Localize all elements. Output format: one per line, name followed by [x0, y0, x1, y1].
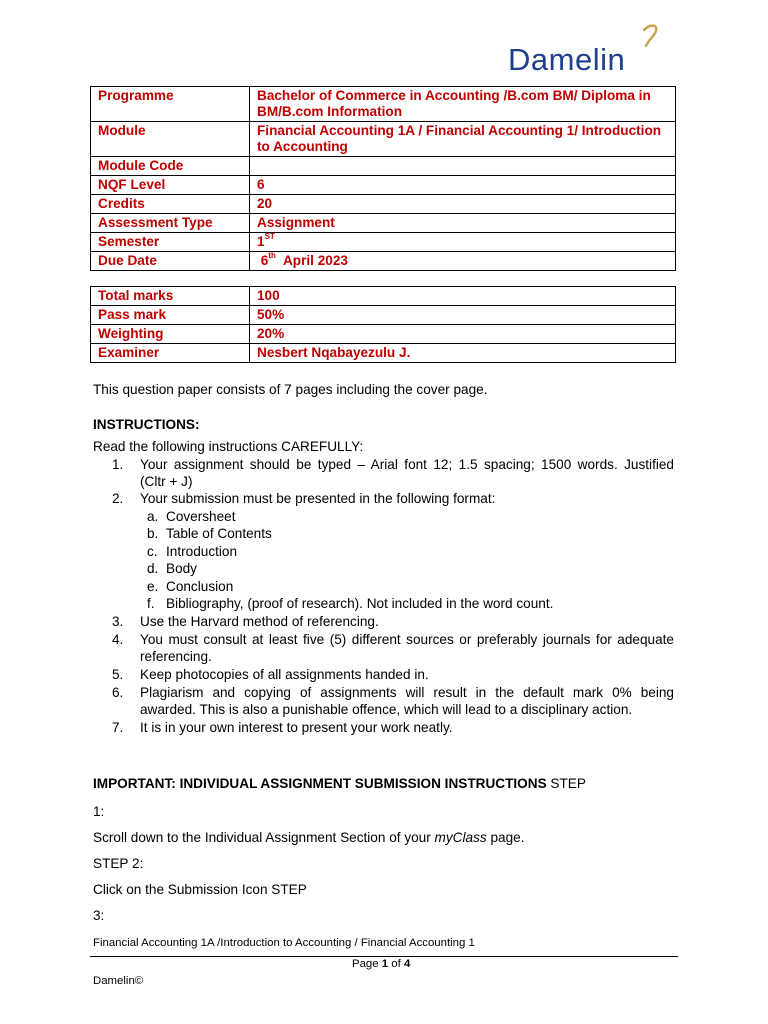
row-value [250, 157, 676, 176]
pages-note: This question paper consists of 7 pages including the cover page. [93, 382, 488, 397]
semester-value: 1 [257, 234, 265, 249]
list-item-text: Use the Harvard method of referencing. [140, 614, 379, 629]
step1-text-pre: Scroll down to the Individual Assignment Section of your [93, 830, 435, 845]
sub-item-letter: e. [147, 579, 159, 594]
page-word: Page [352, 958, 382, 970]
table-row [91, 214, 676, 233]
due-month-year: April 2023 [275, 253, 348, 268]
row-value: 50% [250, 306, 676, 325]
row-label: NQF Level [91, 176, 250, 195]
row-label: Due Date [91, 252, 250, 271]
sub-item-letter: b. [147, 526, 159, 541]
footer-copyright: Damelin© [93, 975, 144, 987]
sub-item-text: Conclusion [166, 579, 234, 594]
sub-item-letter: f. [147, 596, 155, 611]
list-item-text-cont: (Cltr + J) [140, 474, 193, 489]
list-item-number: 5. [112, 667, 124, 682]
list-item-number: 6. [112, 685, 124, 700]
row-label: Assessment Type [91, 214, 250, 233]
row-value: Assignment [250, 214, 676, 233]
marks-table [90, 286, 676, 363]
row-label: Module Code [91, 157, 250, 176]
table-row [91, 122, 676, 157]
list-item-text-cont: referencing. [140, 649, 212, 664]
sub-item-text: Bibliography, (proof of research). Not included in the word count. [166, 596, 554, 611]
list-item-text: Keep photocopies of all assignments handed in. [140, 667, 429, 682]
row-value: 6 [250, 176, 676, 195]
step3-number: 3: [93, 908, 105, 923]
list-item-number: 7. [112, 720, 124, 735]
footer-title: Financial Accounting 1A /Introduction to Accounting / Financial Accounting 1 [93, 937, 475, 949]
list-item-text: It is in your own interest to present your work neatly. [140, 720, 453, 735]
table-row [91, 176, 676, 195]
page-number [352, 958, 410, 970]
list-item-number: 4. [112, 632, 124, 647]
sub-item-text: Table of Contents [166, 526, 272, 541]
important-heading-tail: STEP [546, 776, 586, 791]
list-item-number: 2. [112, 491, 124, 506]
table-row [91, 344, 676, 363]
page-total: 4 [403, 958, 411, 970]
row-label: Programme [91, 87, 250, 122]
table-row [91, 252, 676, 271]
table-row [91, 195, 676, 214]
sub-item-letter: a. [147, 509, 159, 524]
semester-suffix: ST [264, 232, 275, 242]
table-row [91, 157, 676, 176]
sub-item-text: Body [166, 561, 197, 576]
row-label: Total marks [91, 287, 250, 306]
row-value: 20 [250, 195, 676, 214]
instructions-intro: Read the following instructions CAREFULLY: [93, 439, 364, 454]
list-item-text: You must consult at least five (5) different sources or preferably journals for adequate [140, 632, 674, 647]
due-day: 6 [257, 253, 269, 268]
row-value: Financial Accounting 1A / Financial Accounting 1/ Introduction to Accounting [250, 122, 676, 157]
step2-label: STEP 2: [93, 856, 144, 871]
damelin-logo [508, 20, 668, 80]
row-label: Module [91, 122, 250, 157]
row-value: Nesbert Nqabayezulu J. [250, 344, 676, 363]
myclass-text: myClass [434, 830, 487, 845]
row-label: Pass mark [91, 306, 250, 325]
row-value [250, 233, 676, 252]
important-heading-bold: IMPORTANT: INDIVIDUAL ASSIGNMENT SUBMISSION INSTRUCTIONS [93, 776, 547, 791]
logo-text: Damelin [508, 42, 626, 77]
row-label: Semester [91, 233, 250, 252]
list-item-number: 1. [112, 457, 124, 472]
row-value: 20% [250, 325, 676, 344]
list-item-number: 3. [112, 614, 124, 629]
table-row [91, 287, 676, 306]
sub-item-text: Coversheet [166, 509, 236, 524]
table-row [91, 306, 676, 325]
important-heading [93, 775, 586, 792]
list-item-text: Your assignment should be typed – Arial font 12; 1.5 spacing; 1500 words. Justified [140, 457, 674, 472]
list-item-text: Plagiarism and copying of assignments will result in the default mark 0% being [140, 685, 674, 700]
row-value [250, 252, 676, 271]
programme-table [90, 86, 676, 271]
instructions-heading: INSTRUCTIONS: [93, 417, 200, 432]
due-day-suffix: th [268, 251, 276, 261]
page-of: of [388, 958, 404, 970]
step1-text-post: page. [486, 830, 525, 845]
row-value: 100 [250, 287, 676, 306]
step1-text [93, 829, 524, 846]
step2-text: Click on the Submission Icon STEP [93, 882, 307, 897]
list-item-text: Your submission must be presented in the following format: [140, 491, 496, 506]
row-value: Bachelor of Commerce in Accounting /B.com BM/ Diploma in BM/B.com Information [250, 87, 676, 122]
logo-swoosh-icon [636, 22, 666, 48]
row-label: Credits [91, 195, 250, 214]
list-item-text-cont: awarded. This is also a punishable offence, which will lead to a disciplinary action. [140, 702, 633, 717]
table-row [91, 233, 676, 252]
table-row [91, 325, 676, 344]
sub-item-letter: c. [147, 544, 158, 559]
footer-divider [90, 956, 678, 957]
page-current: 1 [381, 958, 389, 970]
table-row [91, 87, 676, 122]
sub-item-text: Introduction [166, 544, 238, 559]
row-label: Weighting [91, 325, 250, 344]
row-label: Examiner [91, 344, 250, 363]
sub-item-letter: d. [147, 561, 159, 576]
step1-number: 1: [93, 804, 105, 819]
